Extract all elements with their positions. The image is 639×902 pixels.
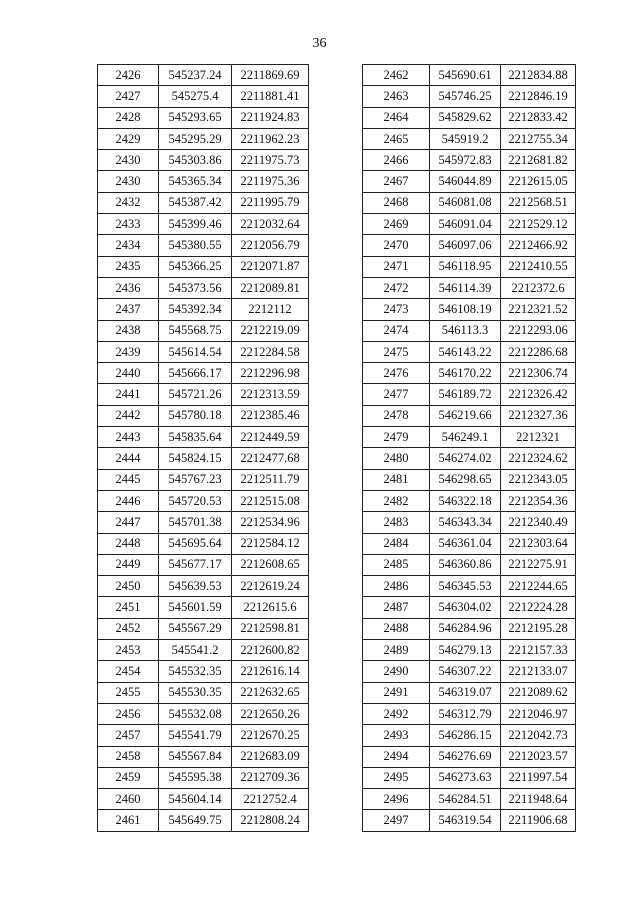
x-coordinate-cell: 546360.86 <box>430 554 501 575</box>
table-row <box>363 554 576 575</box>
table-row <box>363 384 576 405</box>
x-coordinate-cell: 545690.61 <box>430 65 501 86</box>
point-number-cell: 2477 <box>363 384 430 405</box>
y-coordinate-cell: 2212321 <box>501 427 576 448</box>
point-number-cell: 2451 <box>98 597 159 618</box>
x-coordinate-cell: 545972.83 <box>430 150 501 171</box>
point-number-cell: 2491 <box>363 682 430 703</box>
x-coordinate-cell: 545639.53 <box>159 576 232 597</box>
point-number-cell: 2475 <box>363 341 430 362</box>
table-row <box>98 512 309 533</box>
x-coordinate-cell: 546044.89 <box>430 171 501 192</box>
y-coordinate-cell: 2212157.33 <box>501 640 576 661</box>
x-coordinate-cell: 546189.72 <box>430 384 501 405</box>
x-coordinate-cell: 545604.14 <box>159 789 232 810</box>
y-coordinate-cell: 2212608.65 <box>232 554 309 575</box>
table-row <box>363 65 576 86</box>
table-row <box>363 214 576 235</box>
x-coordinate-cell: 545666.17 <box>159 363 232 384</box>
table-row <box>98 725 309 746</box>
y-coordinate-cell: 2212284.58 <box>232 341 309 362</box>
x-coordinate-cell: 546276.69 <box>430 746 501 767</box>
y-coordinate-cell: 2212195.28 <box>501 618 576 639</box>
table-row <box>98 405 309 426</box>
y-coordinate-cell: 2212632.65 <box>232 682 309 703</box>
x-coordinate-cell: 546345.53 <box>430 576 501 597</box>
point-number-cell: 2437 <box>98 299 159 320</box>
y-coordinate-cell: 2212529.12 <box>501 214 576 235</box>
y-coordinate-cell: 2212846.19 <box>501 86 576 107</box>
x-coordinate-cell: 546273.63 <box>430 767 501 788</box>
point-number-cell: 2469 <box>363 214 430 235</box>
x-coordinate-cell: 545746.25 <box>430 86 501 107</box>
table-row <box>98 640 309 661</box>
table-row <box>363 533 576 554</box>
y-coordinate-cell: 2212313.59 <box>232 384 309 405</box>
table-row <box>363 320 576 341</box>
x-coordinate-cell: 545530.35 <box>159 682 232 703</box>
x-coordinate-cell: 546143.22 <box>430 341 501 362</box>
y-coordinate-cell: 2212834.88 <box>501 65 576 86</box>
x-coordinate-cell: 545614.54 <box>159 341 232 362</box>
x-coordinate-cell: 546097.06 <box>430 235 501 256</box>
point-number-cell: 2447 <box>98 512 159 533</box>
x-coordinate-cell: 546091.04 <box>430 214 501 235</box>
y-coordinate-cell: 2211924.83 <box>232 107 309 128</box>
table-row <box>98 192 309 213</box>
table-row <box>98 256 309 277</box>
table-row <box>98 214 309 235</box>
table-row <box>98 746 309 767</box>
point-number-cell: 2495 <box>363 767 430 788</box>
point-number-cell: 2433 <box>98 214 159 235</box>
y-coordinate-cell: 2211962.23 <box>232 128 309 149</box>
x-coordinate-cell: 546361.04 <box>430 533 501 554</box>
point-number-cell: 2458 <box>98 746 159 767</box>
y-coordinate-cell: 2212042.73 <box>501 725 576 746</box>
x-coordinate-cell: 545677.17 <box>159 554 232 575</box>
point-number-cell: 2454 <box>98 661 159 682</box>
y-coordinate-cell: 2212296.98 <box>232 363 309 384</box>
coordinates-table-left <box>97 64 309 832</box>
table-row <box>363 682 576 703</box>
x-coordinate-cell: 546319.07 <box>430 682 501 703</box>
y-coordinate-cell: 2212327.36 <box>501 405 576 426</box>
x-coordinate-cell: 545237.24 <box>159 65 232 86</box>
y-coordinate-cell: 2212466.92 <box>501 235 576 256</box>
y-coordinate-cell: 2212224.28 <box>501 597 576 618</box>
y-coordinate-cell: 2212275.91 <box>501 554 576 575</box>
point-number-cell: 2439 <box>98 341 159 362</box>
y-coordinate-cell: 2212071.87 <box>232 256 309 277</box>
table-row <box>98 576 309 597</box>
x-coordinate-cell: 546249.1 <box>430 427 501 448</box>
point-number-cell: 2440 <box>98 363 159 384</box>
point-number-cell: 2441 <box>98 384 159 405</box>
x-coordinate-cell: 545824.15 <box>159 448 232 469</box>
x-coordinate-cell: 545532.08 <box>159 703 232 724</box>
x-coordinate-cell: 545835.64 <box>159 427 232 448</box>
point-number-cell: 2452 <box>98 618 159 639</box>
x-coordinate-cell: 546319.54 <box>430 810 501 831</box>
y-coordinate-cell: 2212833.42 <box>501 107 576 128</box>
y-coordinate-cell: 2212303.64 <box>501 533 576 554</box>
x-coordinate-cell: 545365.34 <box>159 171 232 192</box>
y-coordinate-cell: 2212340.49 <box>501 512 576 533</box>
point-number-cell: 2428 <box>98 107 159 128</box>
x-coordinate-cell: 546219.66 <box>430 405 501 426</box>
table-row <box>363 490 576 511</box>
point-number-cell: 2445 <box>98 469 159 490</box>
point-number-cell: 2427 <box>98 86 159 107</box>
table-row <box>363 469 576 490</box>
x-coordinate-cell: 546298.65 <box>430 469 501 490</box>
y-coordinate-cell: 2212089.81 <box>232 277 309 298</box>
y-coordinate-cell: 2212616.14 <box>232 661 309 682</box>
table-row <box>363 363 576 384</box>
table-row <box>363 597 576 618</box>
point-number-cell: 2442 <box>98 405 159 426</box>
y-coordinate-cell: 2212112 <box>232 299 309 320</box>
point-number-cell: 2481 <box>363 469 430 490</box>
y-coordinate-cell: 2211997.54 <box>501 767 576 788</box>
y-coordinate-cell: 2212410.55 <box>501 256 576 277</box>
x-coordinate-cell: 545701.38 <box>159 512 232 533</box>
y-coordinate-cell: 2212709.36 <box>232 767 309 788</box>
point-number-cell: 2470 <box>363 235 430 256</box>
x-coordinate-cell: 545567.84 <box>159 746 232 767</box>
point-number-cell: 2479 <box>363 427 430 448</box>
point-number-cell: 2444 <box>98 448 159 469</box>
point-number-cell: 2478 <box>363 405 430 426</box>
x-coordinate-cell: 545541.79 <box>159 725 232 746</box>
table-row <box>363 703 576 724</box>
y-coordinate-cell: 2211881.41 <box>232 86 309 107</box>
y-coordinate-cell: 2212755.34 <box>501 128 576 149</box>
point-number-cell: 2489 <box>363 640 430 661</box>
table-row <box>363 767 576 788</box>
point-number-cell: 2436 <box>98 277 159 298</box>
x-coordinate-cell: 546108.19 <box>430 299 501 320</box>
y-coordinate-cell: 2212681.82 <box>501 150 576 171</box>
x-coordinate-cell: 546307.22 <box>430 661 501 682</box>
point-number-cell: 2448 <box>98 533 159 554</box>
table-row <box>98 65 309 86</box>
point-number-cell: 2472 <box>363 277 430 298</box>
table-row <box>98 661 309 682</box>
x-coordinate-cell: 545720.53 <box>159 490 232 511</box>
table-row <box>98 469 309 490</box>
y-coordinate-cell: 2212568.51 <box>501 192 576 213</box>
y-coordinate-cell: 2212385.46 <box>232 405 309 426</box>
x-coordinate-cell: 546118.95 <box>430 256 501 277</box>
y-coordinate-cell: 2211948.64 <box>501 789 576 810</box>
x-coordinate-cell: 545695.64 <box>159 533 232 554</box>
table-row <box>98 171 309 192</box>
x-coordinate-cell: 546322.18 <box>430 490 501 511</box>
y-coordinate-cell: 2212089.62 <box>501 682 576 703</box>
table-row <box>363 448 576 469</box>
table-row <box>363 576 576 597</box>
point-number-cell: 2467 <box>363 171 430 192</box>
point-number-cell: 2464 <box>363 107 430 128</box>
point-number-cell: 2461 <box>98 810 159 831</box>
y-coordinate-cell: 2212808.24 <box>232 810 309 831</box>
table-row <box>98 107 309 128</box>
point-number-cell: 2450 <box>98 576 159 597</box>
x-coordinate-cell: 546114.39 <box>430 277 501 298</box>
table-row <box>98 597 309 618</box>
x-coordinate-cell: 546304.02 <box>430 597 501 618</box>
x-coordinate-cell: 545399.46 <box>159 214 232 235</box>
point-number-cell: 2435 <box>98 256 159 277</box>
x-coordinate-cell: 545275.4 <box>159 86 232 107</box>
y-coordinate-cell: 2212477.68 <box>232 448 309 469</box>
table-row <box>363 150 576 171</box>
x-coordinate-cell: 545919.2 <box>430 128 501 149</box>
point-number-cell: 2430 <box>98 150 159 171</box>
y-coordinate-cell: 2212321.52 <box>501 299 576 320</box>
y-coordinate-cell: 2212615.05 <box>501 171 576 192</box>
point-number-cell: 2455 <box>98 682 159 703</box>
table-row <box>363 725 576 746</box>
table-row <box>98 235 309 256</box>
x-coordinate-cell: 545295.29 <box>159 128 232 149</box>
x-coordinate-cell: 545293.65 <box>159 107 232 128</box>
point-number-cell: 2446 <box>98 490 159 511</box>
y-coordinate-cell: 2212752.4 <box>232 789 309 810</box>
y-coordinate-cell: 2212515.08 <box>232 490 309 511</box>
point-number-cell: 2485 <box>363 554 430 575</box>
point-number-cell: 2449 <box>98 554 159 575</box>
table-row <box>363 192 576 213</box>
point-number-cell: 2429 <box>98 128 159 149</box>
table-row <box>363 107 576 128</box>
point-number-cell: 2494 <box>363 746 430 767</box>
point-number-cell: 2459 <box>98 767 159 788</box>
table-row <box>98 277 309 298</box>
y-coordinate-cell: 2212511.79 <box>232 469 309 490</box>
x-coordinate-cell: 546286.15 <box>430 725 501 746</box>
table-row <box>98 682 309 703</box>
table-row <box>98 448 309 469</box>
point-number-cell: 2456 <box>98 703 159 724</box>
x-coordinate-cell: 545532.35 <box>159 661 232 682</box>
x-coordinate-cell: 545601.59 <box>159 597 232 618</box>
point-number-cell: 2430 <box>98 171 159 192</box>
x-coordinate-cell: 546113.3 <box>430 320 501 341</box>
y-coordinate-cell: 2212326.42 <box>501 384 576 405</box>
x-coordinate-cell: 546279.13 <box>430 640 501 661</box>
point-number-cell: 2488 <box>363 618 430 639</box>
table-row <box>98 703 309 724</box>
point-number-cell: 2493 <box>363 725 430 746</box>
table-row <box>363 640 576 661</box>
x-coordinate-cell: 545568.75 <box>159 320 232 341</box>
table-row <box>98 427 309 448</box>
table-row <box>98 384 309 405</box>
x-coordinate-cell: 545780.18 <box>159 405 232 426</box>
y-coordinate-cell: 2211975.73 <box>232 150 309 171</box>
y-coordinate-cell: 2212046.97 <box>501 703 576 724</box>
point-number-cell: 2426 <box>98 65 159 86</box>
point-number-cell: 2466 <box>363 150 430 171</box>
y-coordinate-cell: 2212619.24 <box>232 576 309 597</box>
y-coordinate-cell: 2212650.26 <box>232 703 309 724</box>
y-coordinate-cell: 2212584.12 <box>232 533 309 554</box>
y-coordinate-cell: 2211869.69 <box>232 65 309 86</box>
table-row <box>363 86 576 107</box>
y-coordinate-cell: 2212219.09 <box>232 320 309 341</box>
table-row <box>363 256 576 277</box>
table-row <box>98 299 309 320</box>
y-coordinate-cell: 2212600.82 <box>232 640 309 661</box>
y-coordinate-cell: 2212343.05 <box>501 469 576 490</box>
x-coordinate-cell: 545380.55 <box>159 235 232 256</box>
y-coordinate-cell: 2212293.06 <box>501 320 576 341</box>
x-coordinate-cell: 545392.34 <box>159 299 232 320</box>
x-coordinate-cell: 546081.08 <box>430 192 501 213</box>
y-coordinate-cell: 2212354.36 <box>501 490 576 511</box>
point-number-cell: 2482 <box>363 490 430 511</box>
y-coordinate-cell: 2212615.6 <box>232 597 309 618</box>
x-coordinate-cell: 546284.51 <box>430 789 501 810</box>
table-row <box>363 789 576 810</box>
point-number-cell: 2473 <box>363 299 430 320</box>
point-number-cell: 2462 <box>363 65 430 86</box>
y-coordinate-cell: 2212056.79 <box>232 235 309 256</box>
x-coordinate-cell: 545373.56 <box>159 277 232 298</box>
point-number-cell: 2497 <box>363 810 430 831</box>
table-row <box>363 427 576 448</box>
y-coordinate-cell: 2212683.09 <box>232 746 309 767</box>
x-coordinate-cell: 546170.22 <box>430 363 501 384</box>
x-coordinate-cell: 545541.2 <box>159 640 232 661</box>
x-coordinate-cell: 545366.25 <box>159 256 232 277</box>
table-row <box>98 618 309 639</box>
x-coordinate-cell: 546284.96 <box>430 618 501 639</box>
point-number-cell: 2487 <box>363 597 430 618</box>
point-number-cell: 2474 <box>363 320 430 341</box>
table-row <box>98 490 309 511</box>
y-coordinate-cell: 2212670.25 <box>232 725 309 746</box>
point-number-cell: 2460 <box>98 789 159 810</box>
y-coordinate-cell: 2211975.36 <box>232 171 309 192</box>
point-number-cell: 2465 <box>363 128 430 149</box>
y-coordinate-cell: 2212372.6 <box>501 277 576 298</box>
page-number: 36 <box>312 36 327 51</box>
point-number-cell: 2463 <box>363 86 430 107</box>
table-row <box>98 363 309 384</box>
table-row <box>363 235 576 256</box>
table-row <box>98 810 309 831</box>
y-coordinate-cell: 2212133.07 <box>501 661 576 682</box>
x-coordinate-cell: 545303.86 <box>159 150 232 171</box>
point-number-cell: 2468 <box>363 192 430 213</box>
y-coordinate-cell: 2211995.79 <box>232 192 309 213</box>
point-number-cell: 2496 <box>363 789 430 810</box>
y-coordinate-cell: 2212032.64 <box>232 214 309 235</box>
y-coordinate-cell: 2212286.68 <box>501 341 576 362</box>
y-coordinate-cell: 2212244.65 <box>501 576 576 597</box>
y-coordinate-cell: 2212306.74 <box>501 363 576 384</box>
table-row <box>98 341 309 362</box>
point-number-cell: 2483 <box>363 512 430 533</box>
point-number-cell: 2434 <box>98 235 159 256</box>
point-number-cell: 2484 <box>363 533 430 554</box>
y-coordinate-cell: 2212449.59 <box>232 427 309 448</box>
x-coordinate-cell: 545829.62 <box>430 107 501 128</box>
point-number-cell: 2453 <box>98 640 159 661</box>
x-coordinate-cell: 545387.42 <box>159 192 232 213</box>
table-row <box>363 746 576 767</box>
x-coordinate-cell: 546274.02 <box>430 448 501 469</box>
x-coordinate-cell: 545767.23 <box>159 469 232 490</box>
table-row <box>98 554 309 575</box>
table-row <box>363 661 576 682</box>
point-number-cell: 2480 <box>363 448 430 469</box>
table-row <box>363 277 576 298</box>
table-row <box>98 128 309 149</box>
x-coordinate-cell: 545649.75 <box>159 810 232 831</box>
table-row <box>363 405 576 426</box>
y-coordinate-cell: 2212023.57 <box>501 746 576 767</box>
table-row <box>98 320 309 341</box>
point-number-cell: 2490 <box>363 661 430 682</box>
table-row <box>363 128 576 149</box>
x-coordinate-cell: 546343.34 <box>430 512 501 533</box>
table-row <box>98 789 309 810</box>
y-coordinate-cell: 2212324.62 <box>501 448 576 469</box>
x-coordinate-cell: 545567.29 <box>159 618 232 639</box>
table-row <box>363 618 576 639</box>
table-row <box>98 150 309 171</box>
x-coordinate-cell: 545595.38 <box>159 767 232 788</box>
table-row <box>363 512 576 533</box>
y-coordinate-cell: 2211906.68 <box>501 810 576 831</box>
point-number-cell: 2486 <box>363 576 430 597</box>
coordinates-table-right <box>362 64 576 832</box>
point-number-cell: 2492 <box>363 703 430 724</box>
point-number-cell: 2471 <box>363 256 430 277</box>
table-row <box>98 533 309 554</box>
table-row <box>363 299 576 320</box>
point-number-cell: 2438 <box>98 320 159 341</box>
x-coordinate-cell: 545721.26 <box>159 384 232 405</box>
x-coordinate-cell: 546312.79 <box>430 703 501 724</box>
point-number-cell: 2476 <box>363 363 430 384</box>
table-row <box>363 341 576 362</box>
table-row <box>98 767 309 788</box>
table-row <box>98 86 309 107</box>
point-number-cell: 2432 <box>98 192 159 213</box>
y-coordinate-cell: 2212598.81 <box>232 618 309 639</box>
y-coordinate-cell: 2212534.96 <box>232 512 309 533</box>
point-number-cell: 2443 <box>98 427 159 448</box>
point-number-cell: 2457 <box>98 725 159 746</box>
table-row <box>363 810 576 831</box>
table-row <box>363 171 576 192</box>
